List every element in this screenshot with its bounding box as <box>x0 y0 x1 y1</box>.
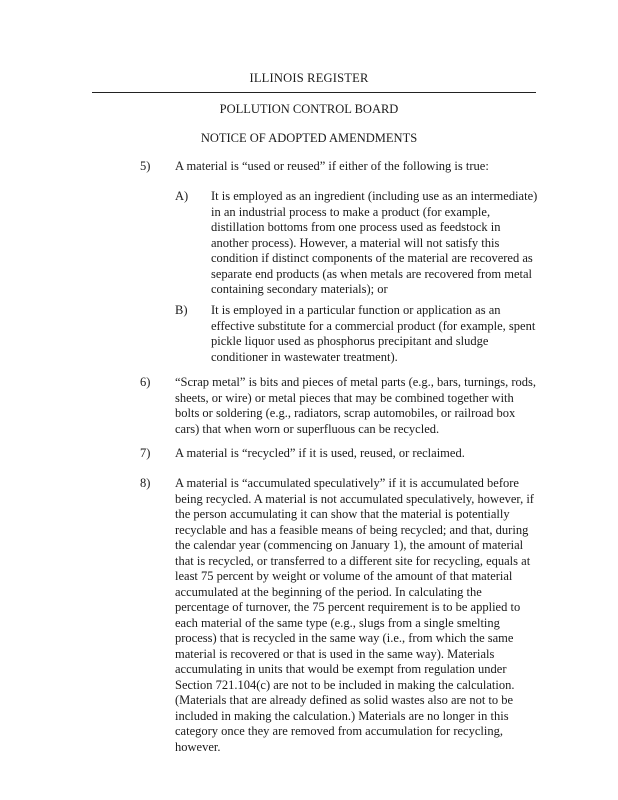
notice-title: NOTICE OF ADOPTED AMENDMENTS <box>200 131 418 145</box>
register-title: ILLINOIS REGISTER <box>249 71 369 85</box>
subitem-number: A) <box>175 189 189 203</box>
item-text: A material is “used or reused” if either of the following is true: <box>175 159 489 173</box>
item-number: 5) <box>140 159 151 173</box>
board-title: POLLUTION CONTROL BOARD <box>219 102 399 116</box>
item-number: 7) <box>140 446 151 460</box>
item-text: “Scrap metal” is bits and pieces of metal parts (e.g., bars, turnings, rods, sheets, or wire) or metal pieces that may be combined together with bolts or soldering (e.g., radiators, scrap automobiles, or railroad box cars) that when worn or superfluous can be recycled. <box>175 375 537 436</box>
subitem-text: It is employed as an ingredient (including use as an intermediate) in an industrial process to make a product (for example, distillation bottoms from one process used as feedstock in another process). However, a material will not satisfy this condition if distinct components of the material are recovered as separate end products (as when metals are recovered from metal containing secondary materials); or <box>211 189 538 296</box>
item-text: A material is “recycled” if it is used, reused, or reclaimed. <box>175 446 465 460</box>
subitem-text: It is employed in a particular function or application as an effective substitute for a commercial product (for example, spent pickle liquor used as phosphorus precipitant and sludge conditioner in wastewater treatment). <box>211 303 536 364</box>
item-number: 8) <box>140 476 151 490</box>
header-rule <box>92 92 536 93</box>
subitem-number: B) <box>175 303 188 317</box>
item-number: 6) <box>140 375 151 389</box>
item-text: A material is “accumulated speculatively” if it is accumulated before being recycled. A material is not accumulated speculatively, however, if the person accumulating it can show that the material is potentially recyclable and has a feasible means of being recycled; and that, during the calendar year (commencing on January 1), the amount of material that is recycled, or transferred to a different site for recycling, equals at least 75 percent by weight or volume of the amount of that material accumulated at the beginning of the period. In calculating the percentage of turnover, the 75 percent requirement is to be applied to each material of the same type (e.g., slugs from a single smelting process) that is recycled in the same way (i.e., from which the same material is recovered or that is used in the same way). Materials accumulating in units that would be exempt from regulation under Section 721.104(c) are not to be included in making the calculation. (Materials that are already defined as solid wastes also are not to be included in making the calculation.) Materials are no longer in this category once they are removed from accumulation for recycling, however. <box>175 476 534 754</box>
